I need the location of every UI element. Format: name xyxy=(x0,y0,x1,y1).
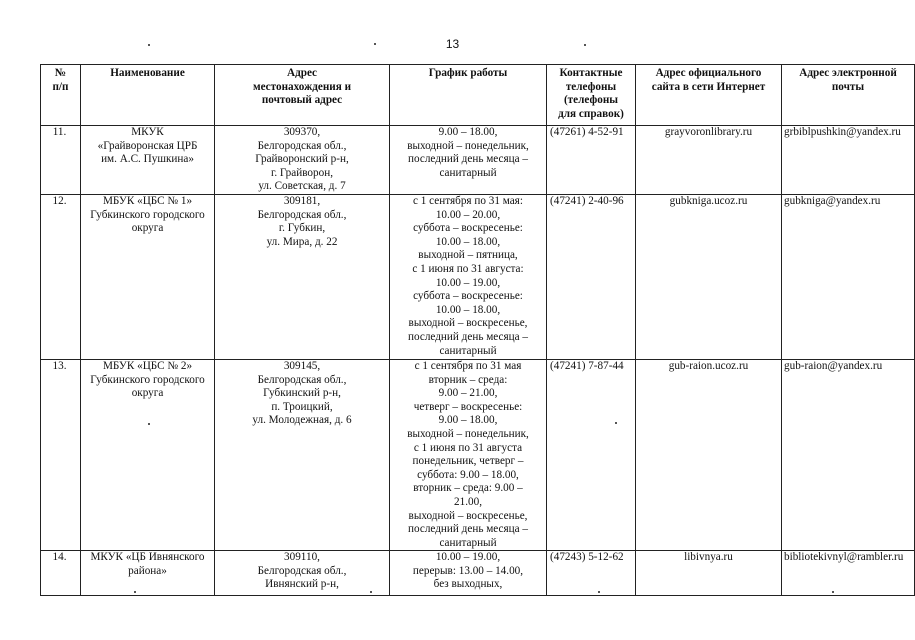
schedule-line: суббота – воскресенье: xyxy=(413,222,523,235)
name-line: округа xyxy=(131,387,164,400)
row-number: 14. xyxy=(41,551,81,596)
schedule-line: последний день месяца – xyxy=(408,153,528,166)
scan-speck xyxy=(134,591,136,593)
header-line: (телефоны xyxy=(563,94,619,107)
header-line: Адрес электронной xyxy=(799,67,897,79)
schedule-line: выходной – понедельник, xyxy=(407,427,529,440)
address-line: 309370, xyxy=(283,126,321,138)
table-row xyxy=(41,126,915,195)
header-line: Наименование xyxy=(110,67,185,79)
schedule-line: без выходных, xyxy=(433,578,503,591)
schedule-line: последний день месяца – xyxy=(408,523,528,536)
address-line: Белгородская обл., xyxy=(257,564,347,577)
row-schedule xyxy=(390,359,547,550)
row-name xyxy=(81,551,215,596)
address-line: Грайворонский р-н, xyxy=(255,153,349,166)
header-name xyxy=(81,65,215,126)
schedule-line: выходной – воскресенье, xyxy=(408,509,528,522)
schedule-line: выходной – понедельник, xyxy=(407,139,529,152)
scan-speck xyxy=(374,43,376,45)
address-line: г. Грайворон, xyxy=(271,166,333,179)
row-phone: (47241) 7-87-44 xyxy=(547,359,636,550)
header-line: п/п xyxy=(52,80,69,93)
name-line: Губкинского городского xyxy=(90,373,205,386)
scan-speck xyxy=(148,423,150,425)
address-line: Белгородская обл., xyxy=(257,373,347,386)
header-line: № xyxy=(54,67,67,79)
address-line: Белгородская обл., xyxy=(257,208,347,221)
scan-speck xyxy=(584,44,586,46)
schedule-line: понедельник, четверг – xyxy=(412,455,524,468)
scan-speck xyxy=(598,591,600,593)
header-schedule xyxy=(390,65,547,126)
address-line: 309110, xyxy=(284,551,320,564)
header-line: для справок) xyxy=(558,107,624,120)
address-line: 309145, xyxy=(283,359,321,372)
header-line: почтовый адрес xyxy=(261,94,343,107)
table-header-row xyxy=(41,65,915,126)
header-line: почты xyxy=(831,80,865,93)
name-line: МКУК «ЦБ Ивнянского xyxy=(90,551,205,564)
row-address xyxy=(215,194,390,359)
header-website xyxy=(636,65,782,126)
schedule-line: 21.00, xyxy=(454,495,482,508)
address-line: Белгородская обл., xyxy=(257,139,347,152)
row-phone: (47241) 2-40-96 xyxy=(547,194,636,359)
row-website-link[interactable]: gub-raion.ucoz.ru xyxy=(636,359,782,550)
row-address xyxy=(215,551,390,596)
address-line: Ивнянский р-н, xyxy=(265,578,339,591)
row-schedule xyxy=(390,551,547,596)
name-line: МБУК «ЦБС № 2» xyxy=(102,359,193,372)
row-schedule xyxy=(390,194,547,359)
schedule-line: санитарный xyxy=(439,536,497,549)
row-phone: (47261) 4-52-91 xyxy=(547,126,636,195)
schedule-line: с 1 сентября по 31 мая xyxy=(414,359,522,372)
header-address xyxy=(215,65,390,126)
name-line: Губкинского городского xyxy=(90,208,205,221)
address-line: Губкинский р-н, xyxy=(263,387,341,400)
header-line: Адрес xyxy=(286,67,318,79)
row-name xyxy=(81,359,215,550)
scan-speck xyxy=(615,422,617,424)
row-number: 12. xyxy=(41,194,81,359)
address-line: п. Троицкий, xyxy=(271,400,333,413)
row-website-link[interactable]: gubkniga.ucoz.ru xyxy=(636,194,782,359)
row-website-link[interactable]: grayvoronlibrary.ru xyxy=(636,126,782,195)
name-line: района» xyxy=(128,564,167,577)
header-line: сайта в сети Интернет xyxy=(651,80,766,93)
address-line: ул. Советская, д. 7 xyxy=(258,180,346,193)
schedule-line: суббота: 9.00 – 18.00, xyxy=(417,468,519,481)
row-email-link[interactable]: grbiblpushkin@yandex.ru xyxy=(782,126,915,195)
schedule-line: с 1 июня по 31 августа: xyxy=(412,262,524,275)
header-number xyxy=(41,65,81,126)
table-row xyxy=(41,551,915,596)
scan-speck xyxy=(148,44,150,46)
schedule-line: вторник – среда: xyxy=(428,373,508,386)
row-number: 11. xyxy=(41,126,81,195)
row-website-link[interactable]: libivnya.ru xyxy=(636,551,782,596)
scan-speck xyxy=(832,591,834,593)
schedule-line: 10.00 – 19.00, xyxy=(435,276,501,289)
schedule-line: выходной – пятница, xyxy=(418,249,518,262)
header-email xyxy=(782,65,915,126)
row-name xyxy=(81,126,215,195)
row-schedule xyxy=(390,126,547,195)
address-line: 309181, xyxy=(283,194,321,207)
header-line: местонахождения и xyxy=(252,80,352,93)
schedule-line: вторник – среда: 9.00 – xyxy=(413,482,523,495)
header-line: Контактные xyxy=(559,67,623,79)
row-email-link[interactable]: bibliotekivnyl@rambler.ru xyxy=(782,551,915,596)
header-line: Адрес официального xyxy=(655,67,762,79)
schedule-line: 10.00 – 19.00, xyxy=(435,551,501,564)
row-phone: (47243) 5-12-62 xyxy=(547,551,636,596)
table-row xyxy=(41,194,915,359)
page-number: 13 xyxy=(445,37,460,51)
libraries-table-container xyxy=(40,64,904,600)
header-line: телефоны xyxy=(565,80,617,93)
address-line: ул. Молодежная, д. 6 xyxy=(252,414,352,427)
schedule-line: с 1 сентября по 31 мая: xyxy=(413,194,523,207)
row-name xyxy=(81,194,215,359)
schedule-line: 10.00 – 18.00, xyxy=(435,303,501,316)
row-email-link[interactable]: gub-raion@yandex.ru xyxy=(782,359,915,550)
schedule-line: 9.00 – 18.00, xyxy=(438,126,498,138)
row-address xyxy=(215,126,390,195)
schedule-line: последний день месяца – xyxy=(408,330,528,343)
address-line: ул. Мира, д. 22 xyxy=(266,235,338,248)
row-address xyxy=(215,359,390,550)
schedule-line: 10.00 – 18.00, xyxy=(435,235,501,248)
schedule-line: перерыв: 13.00 – 14.00, xyxy=(412,564,524,577)
name-line: МБУК «ЦБС № 1» xyxy=(102,194,193,207)
schedule-line: 9.00 – 21.00, xyxy=(438,387,498,400)
libraries-table xyxy=(40,64,915,596)
name-line: «Грайворонская ЦРБ xyxy=(97,139,198,152)
schedule-line: санитарный xyxy=(439,344,497,357)
scan-speck xyxy=(370,591,372,593)
address-line: г. Губкин, xyxy=(278,222,326,235)
schedule-line: с 1 июня по 31 августа xyxy=(413,441,523,454)
schedule-line: суббота – воскресенье: xyxy=(413,290,523,303)
row-email-link[interactable]: gubkniga@yandex.ru xyxy=(782,194,915,359)
header-phone xyxy=(547,65,636,126)
schedule-line: 10.00 – 20.00, xyxy=(435,208,501,221)
header-line: График работы xyxy=(428,67,508,79)
schedule-line: санитарный xyxy=(439,166,497,179)
schedule-line: четверг – воскресенье: xyxy=(413,400,523,413)
name-line: им. А.С. Пушкина» xyxy=(101,153,194,166)
schedule-line: выходной – воскресенье, xyxy=(408,317,528,330)
name-line: МКУК xyxy=(131,126,164,138)
table-row xyxy=(41,359,915,550)
name-line: округа xyxy=(131,222,164,235)
schedule-line: 9.00 – 18.00, xyxy=(438,414,498,427)
row-number: 13. xyxy=(41,359,81,550)
